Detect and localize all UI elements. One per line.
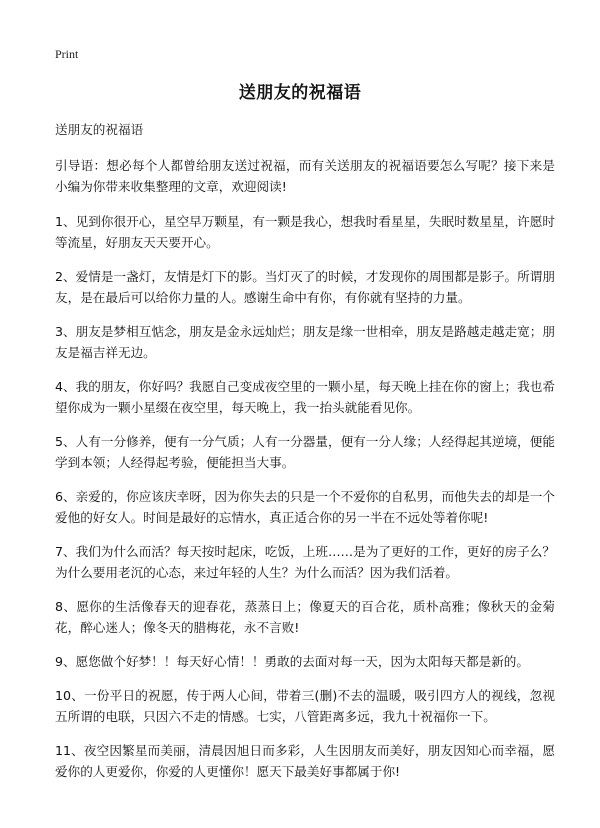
article-intro: 引导语：想必每个人都曾给朋友送过祝福，而有关送朋友的祝福语要怎么写呢？接下来是小编为你带来收集整理的文章，欢迎阅读!: [55, 158, 555, 194]
article-subtitle: 送朋友的祝福语: [55, 122, 144, 137]
blessing-item: 11、夜空因繁星而美丽，清晨因旭日而多彩，人生因朋友而美好，朋友因知心而幸福，愿爱你的人更爱你，你爱的人更懂你！愿天下最美好事都属于你!: [55, 743, 555, 779]
blessing-item: 6、亲爱的，你应该庆幸呀，因为你失去的只是一个不爱你的自私男，而他失去的却是一个爱他的好女人。时间是最好的忘情水，真正适合你的另一半在不远处等着你呢!: [55, 489, 555, 525]
blessing-item: 1、见到你很开心，星空早万颗星，有一颗是我心，想我时看星星，失眠时数星星，许愿时等流星，好朋友天天要开心。: [55, 214, 555, 250]
blessing-item: 7、我们为什么而活？每天按时起床，吃饭，上班……是为了更好的工作，更好的房子么？为什么要用老沉的心态，来过年轻的人生？为什么而活？因为我们活着。: [55, 544, 555, 580]
page-title: 送朋友的祝福语: [238, 83, 362, 103]
article-body: [55, 119, 555, 795]
blessing-item: 9、愿您做个好梦！！每天好心情！！勇敢的去面对每一天，因为太阳每天都是新的。: [55, 654, 529, 669]
blessing-item: 2、爱情是一盏灯，友情是灯下的影。当灯灭了的时候，才发现你的周围都是影子。所谓朋友，是在最后可以给你力量的人。感谢生命中有你，有你就有坚持的力量。: [55, 269, 555, 305]
blessing-item: 3、朋友是梦相互惦念，朋友是金永远灿烂；朋友是缘一世相牵，朋友是路越走越走宽；朋友是福吉祥无边。: [55, 324, 555, 360]
print-link[interactable]: Print: [55, 47, 79, 61]
blessing-item: 4、我的朋友，你好吗？我愿自己变成夜空里的一颗小星，每天晚上挂在你的窗上；我也希望你成为一颗小星缀在夜空里，每天晚上，我一抬头就能看见你。: [55, 379, 555, 415]
blessing-item: 10、一份平日的祝愿，传于两人心间，带着三(删)不去的温暖，吸引四方人的视线，忽视五所谓的电联，只因六不走的情感。七实，八管距离多远，我九十祝福你一下。: [55, 688, 555, 724]
blessing-item: 8、愿你的生活像春天的迎春花，蒸蒸日上；像夏天的百合花，质朴高雅；像秋天的金菊花，醉心迷人；像冬天的腊梅花，永不言败!: [55, 599, 555, 635]
blessing-item: 5、人有一分修养，便有一分气质；人有一分器量，便有一分人缘；人经得起其逆境，便能学到本领；人经得起考验，便能担当大事。: [55, 434, 555, 470]
